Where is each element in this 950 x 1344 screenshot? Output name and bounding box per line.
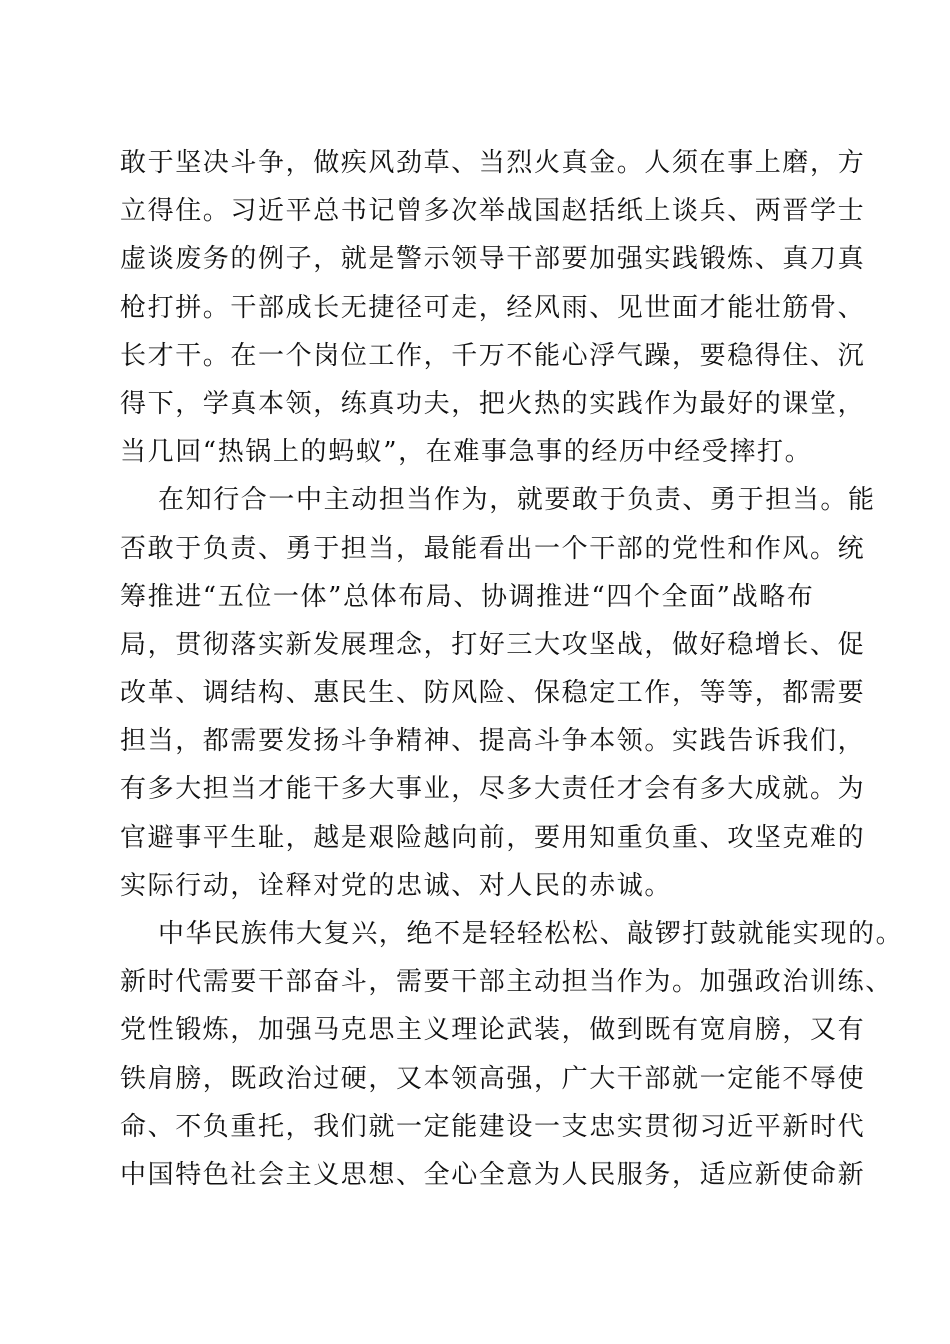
paragraph-1 [120,139,866,476]
text-line: 改革、调结构、惠民生、防风险、保稳定工作，等等，都需要 [120,678,866,709]
text-line: 党性锻炼，加强马克思主义理论武装，做到既有宽肩膀，又有 [120,1015,866,1046]
paragraph-2 [120,476,876,910]
text-line: 有多大担当才能干多大事业，尽多大责任才会有多大成就。为 [120,774,866,805]
text-line: 局，贯彻落实新发展理念，打好三大攻坚战，做好稳增长、促 [120,629,866,660]
text-line: 枪打拼。干部成长无捷径可走，经风雨、见世面才能壮筋骨、 [120,292,866,323]
text-line: 虚谈废务的例子，就是警示领导干部要加强实践锻炼、真刀真 [120,244,866,275]
text-line: 长才干。在一个岗位工作，千万不能心浮气躁，要稳得住、沉 [120,340,866,371]
paragraph-3 [120,910,904,1199]
text-line: 命、不负重托，我们就一定能建设一支忠实贯彻习近平新时代 [120,1111,866,1142]
text-line: 新时代需要干部奋斗，需要干部主动担当作为。加强政治训练、 [120,967,893,998]
text-line: 实际行动，诠释对党的忠诚、对人民的赤诚。 [120,870,673,901]
text-line: 得下，学真本领，练真功夫，把火热的实践作为最好的课堂， [120,388,866,419]
text-line: 担当，都需要发扬斗争精神、提高斗争本领。实践告诉我们， [120,726,866,757]
text-line: 否敢于负责、勇于担当，最能看出一个干部的党性和作风。统 [120,533,866,564]
text-line: 当几回“热锅上的蚂蚁”，在难事急事的经历中经受摔打。 [120,437,813,468]
text-line: 官避事平生耻，越是艰险越向前，要用知重负重、攻坚克难的 [120,822,866,853]
text-line: 筹推进“五位一体”总体布局、协调推进“四个全面”战略布 [120,581,815,612]
text-line: 铁肩膀，既政治过硬，又本领高强，广大干部就一定能不辱使 [120,1063,866,1094]
text-line: 中华民族伟大复兴，绝不是轻轻松松、敲锣打鼓就能实现的。 [158,919,904,949]
text-line: 在知行合一中主动担当作为，就要敢于负责、勇于担当。能 [158,485,876,516]
text-line: 立得住。习近平总书记曾多次举战国赵括纸上谈兵、两晋学士 [120,196,866,227]
text-line: 敢于坚决斗争，做疾风劲草、当烈火真金。人须在事上磨，方 [120,148,866,178]
body-text [120,139,904,1199]
text-line: 中国特色社会主义思想、全心全意为人民服务，适应新使命新 [120,1159,866,1190]
